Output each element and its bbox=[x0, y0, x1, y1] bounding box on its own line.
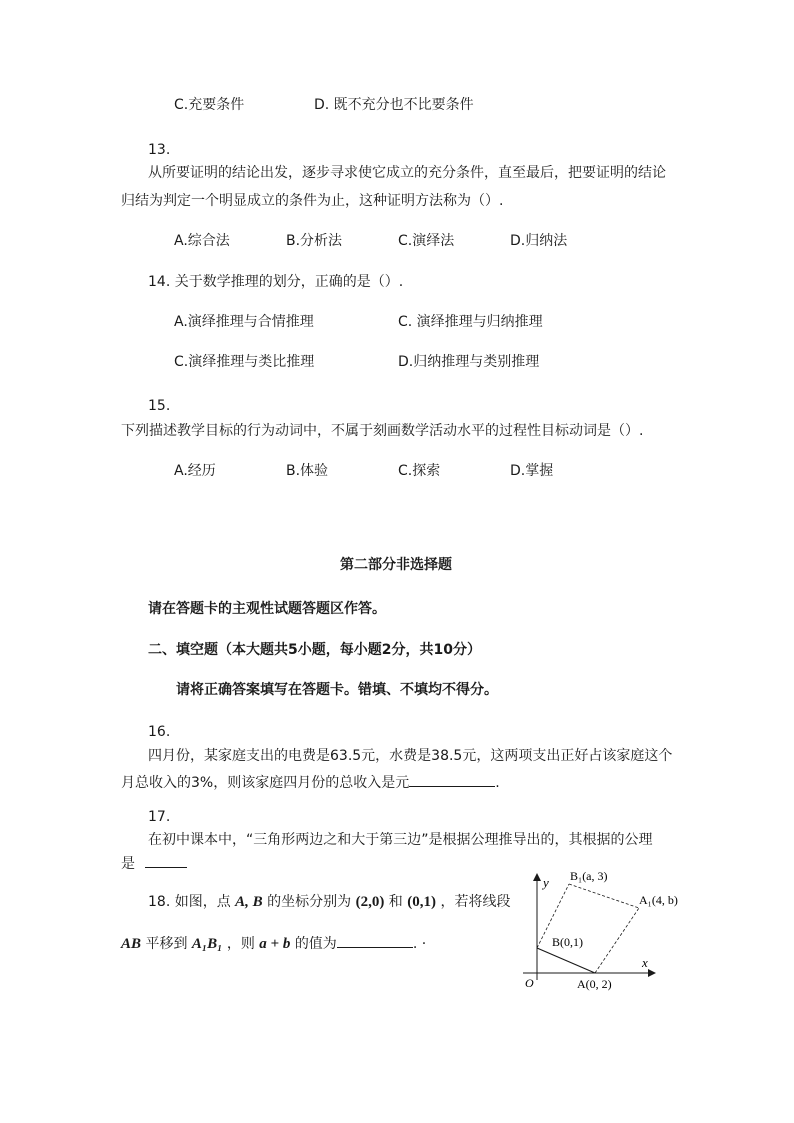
q18-seg-a1b1: A₁B₁ bbox=[191, 936, 223, 952]
q18-value-text: 的值为 bbox=[294, 936, 337, 952]
q13-option-c: C.演绎法 bbox=[398, 233, 455, 249]
label-origin: O bbox=[525, 976, 534, 990]
q13-stem-line2: 归结为判定一个明显成立的条件为止，这种证明方法称为（）. bbox=[121, 193, 504, 209]
q15-number: 15. bbox=[148, 398, 171, 414]
q18-coord-b: (0,1) bbox=[407, 894, 436, 910]
edge-b1-a1 bbox=[569, 884, 639, 908]
q18-answer-blank[interactable] bbox=[337, 933, 413, 948]
edge-a-a1 bbox=[595, 908, 639, 973]
q15-option-d: D.掌握 bbox=[510, 463, 554, 479]
q18-move-text: 平移到 bbox=[145, 936, 188, 952]
q18-coord-text: 的坐标分别为 bbox=[267, 894, 352, 910]
q16-number: 16. bbox=[148, 724, 171, 740]
q13-option-b: B.分析法 bbox=[286, 233, 343, 249]
q14-option-c: C.演绎推理与类比推理 bbox=[174, 354, 315, 370]
q14-option-a: A.演绎推理与合情推理 bbox=[174, 314, 314, 330]
q18-line1 bbox=[148, 892, 510, 912]
label-b1: B₁(a, 3) bbox=[570, 869, 608, 883]
q18-then-text: ，则 bbox=[226, 936, 255, 952]
q13-option-a: A.综合法 bbox=[174, 233, 230, 249]
q13-option-d: D.归纳法 bbox=[510, 233, 568, 249]
section-note: 请将正确答案填写在答题卡。错填、不填均不得分。 bbox=[176, 682, 498, 698]
label-a: A(0, 2) bbox=[577, 977, 612, 991]
label-b: B(0,1) bbox=[552, 935, 583, 949]
q16-line2-text: 月总收入的3%，则该家庭四月份的总收入是元 bbox=[121, 775, 410, 791]
q13-number: 13. bbox=[148, 142, 171, 158]
q17-number: 17. bbox=[148, 809, 171, 825]
q12-option-d: D. 既不充分也不比要条件 bbox=[314, 97, 474, 113]
q12-option-c: C.充要条件 bbox=[174, 97, 245, 113]
label-x: x bbox=[642, 955, 648, 970]
q17-line2 bbox=[121, 853, 187, 874]
q15-stem: 下列描述教学目标的行为动词中，不属于刻画数学活动水平的过程性目标动词是（）. bbox=[121, 423, 644, 439]
label-a1: A₁(4, b) bbox=[639, 893, 678, 907]
label-y: y bbox=[543, 875, 549, 890]
part2-instruction: 请在答题卡的主观性试题答题区作答。 bbox=[148, 601, 386, 617]
q15-option-b: B.体验 bbox=[286, 463, 329, 479]
q16-end: . bbox=[495, 775, 500, 791]
section-heading: 二、填空题（本大题共5小题，每小题2分，共10分） bbox=[148, 642, 481, 658]
q13-stem-line1: 从所要证明的结论出发，逐步寻求使它成立的充分条件，直至最后，把要证明的结论 bbox=[148, 165, 666, 181]
q17-line1: 在初中课本中，“三角形两边之和大于第三边”是根据公理推导出的，其根据的公理 bbox=[148, 832, 653, 848]
part2-title: 第二部分非选择题 bbox=[340, 557, 452, 573]
q18-expr: a + b bbox=[259, 936, 291, 952]
q18-seg-ab: AB bbox=[121, 936, 142, 952]
q18-figure bbox=[515, 862, 678, 992]
q15-option-a: A.经历 bbox=[174, 463, 216, 479]
q15-option-c: C.探索 bbox=[398, 463, 441, 479]
q14-option-b: C. 演绎推理与归纳推理 bbox=[398, 314, 543, 330]
q18-line2 bbox=[121, 933, 426, 954]
q18-and-text: 和 bbox=[388, 894, 403, 910]
q18-tail: ，若将线段 bbox=[440, 894, 511, 910]
q14-option-d: D.归纳推理与类别推理 bbox=[398, 354, 540, 370]
q14-stem: 14. 关于数学推理的划分，正确的是（）. bbox=[148, 274, 404, 290]
segment-ab bbox=[537, 948, 595, 973]
q17-answer-blank[interactable] bbox=[145, 853, 187, 868]
q17-line2-text: 是 bbox=[121, 856, 135, 872]
q18-lead: 18. 如图，点 bbox=[148, 894, 231, 910]
q16-line2 bbox=[121, 772, 500, 793]
q18-coord-a: (2,0) bbox=[355, 894, 385, 910]
q18-points-ab: A, B bbox=[235, 894, 263, 910]
q18-end: . · bbox=[412, 936, 427, 952]
q16-line1: 四月份，某家庭支出的电费是63.5元，水费是38.5元，这两项支出正好占该家庭这个 bbox=[148, 748, 673, 764]
q16-answer-blank[interactable] bbox=[409, 772, 495, 787]
